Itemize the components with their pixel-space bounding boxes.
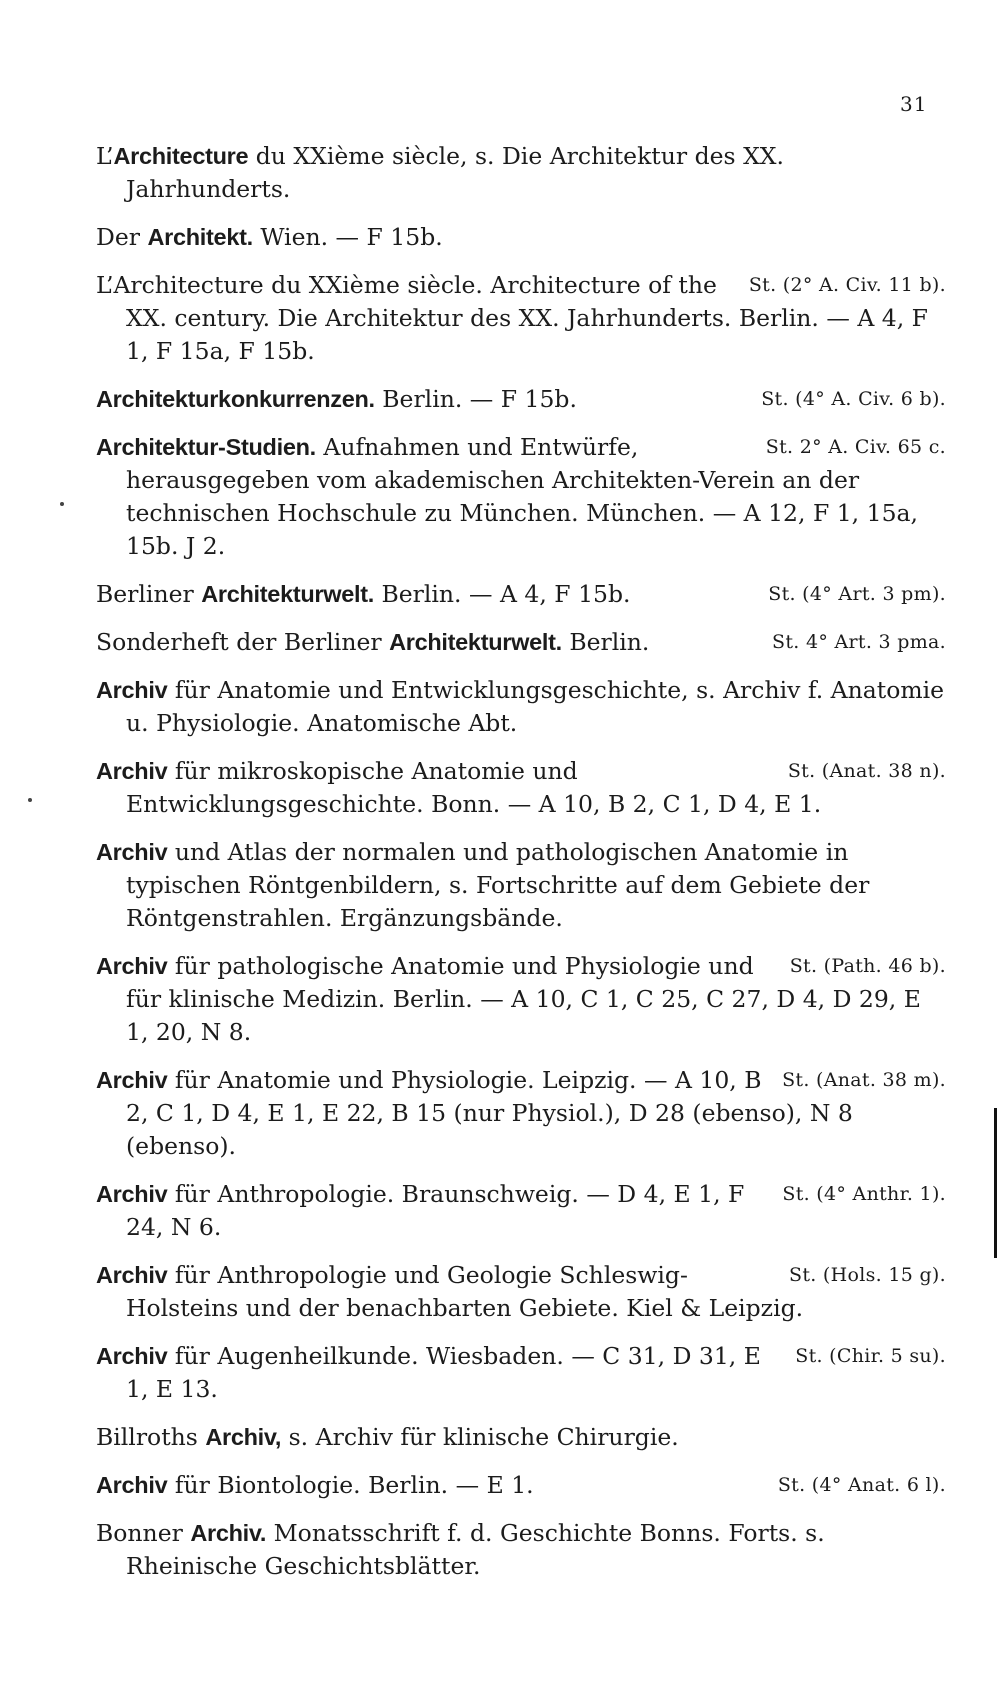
list-item (96, 1517, 946, 1583)
entry-text: Berlin. (561, 628, 650, 656)
entry-prefix: Sonderheft der Berliner (96, 628, 390, 656)
entry-text: für mikroskopische Anatomie und Entwicklungsgeschichte. Bonn. — A 10, B 2, C 1, D 4, E 1. (126, 757, 822, 818)
shelf-mark: St. (4° Art. 3 pm). (768, 583, 946, 605)
list-item (96, 755, 946, 821)
page-number: 31 (900, 92, 928, 116)
shelf-mark: St. (2° A. Civ. 11 b). (748, 274, 946, 296)
list-item (96, 383, 946, 416)
entry-keyword: Archiv (96, 1262, 168, 1288)
entry-text: für Biontologie. Berlin. — E 1. (167, 1471, 534, 1499)
list-item (96, 431, 946, 563)
shelf-mark: St. 4° Art. 3 pma. (772, 631, 946, 653)
entry-keyword: Architektur-Studien. (96, 434, 316, 460)
shelf-mark: St. (Path. 46 b). (789, 955, 946, 977)
shelf-mark: St. (Anat. 38 n). (787, 760, 946, 782)
list-item (96, 950, 946, 1049)
list-item (96, 674, 946, 740)
entry-text: L’Architecture du XXième siècle. Architecture of the XX. century. Die Architektur des XX. Jahrhunderts. Berlin. — A 4, F 1, F 15a, F 15b. (96, 271, 928, 365)
shelf-mark: St. (4° A. Civ. 6 b). (761, 388, 946, 410)
entry-keyword: Archiv (96, 1067, 168, 1093)
entry-text: s. Archiv für klinische Chirurgie. (281, 1423, 679, 1451)
entry-keyword: Archiv (96, 1472, 168, 1498)
list-item (96, 1064, 946, 1163)
shelf-mark: St. (4° Anat. 6 l). (777, 1474, 946, 1496)
entry-keyword: Architekt. (147, 224, 253, 250)
entry-keyword: Archiv (96, 1343, 168, 1369)
list-item (96, 1421, 946, 1454)
scan-speck (60, 502, 64, 506)
scan-speck (28, 798, 32, 802)
entry-prefix: Bonner (96, 1519, 191, 1547)
list-item (96, 1469, 946, 1502)
list-item (96, 1178, 946, 1244)
shelf-mark: St. (Anat. 38 m). (782, 1069, 946, 1091)
entry-text: für pathologische Anatomie und Physiologie und für klinische Medizin. Berlin. — A 10, C 1, C 25, C 27, D 4, D 29, E 1, 20, N 8. (126, 952, 921, 1046)
entry-text: und Atlas der normalen und pathologischen Anatomie in typischen Röntgenbildern, s. Fortschritte auf dem Gebiete der Röntgenstrahlen. Ergänzungsbände. (126, 838, 870, 932)
entry-text: Berlin. — F 15b. (374, 385, 577, 413)
entry-keyword: Architekturwelt. (201, 581, 374, 607)
entry-text: Aufnahmen und Entwürfe, herausgegeben vom akademischen Architekten-Verein an der technischen Hochschule zu München. München. — A 12, F 1, 15a, 15b. J 2. (126, 433, 919, 560)
entry-text: für Anatomie und Entwicklungsgeschichte, s. Archiv f. Anatomie u. Physiologie. Anatomische Abt. (126, 676, 945, 737)
entry-list (96, 140, 946, 1598)
entry-keyword: Archiv. (190, 1520, 267, 1546)
scan-margin-line (994, 1108, 997, 1258)
list-item (96, 1340, 946, 1406)
list-item (96, 140, 946, 206)
entry-text: für Anthropologie und Geologie Schleswig-Holsteins und der benachbarten Gebiete. Kiel & Leipzig. (126, 1261, 804, 1322)
entry-keyword: Archiv (96, 1181, 168, 1207)
entry-prefix: Berliner (96, 580, 202, 608)
entry-prefix: Der (96, 223, 148, 251)
entry-text: Berlin. — A 4, F 15b. (374, 580, 631, 608)
entry-keyword: Architekturwelt. (389, 629, 562, 655)
list-item (96, 578, 946, 611)
shelf-mark: St. (4° Anthr. 1). (782, 1183, 946, 1205)
shelf-mark: St. 2° A. Civ. 65 c. (765, 436, 946, 458)
entry-keyword: Architecture (113, 143, 249, 169)
entry-prefix: Billroths (96, 1423, 206, 1451)
list-item (96, 836, 946, 935)
shelf-mark: St. (Chir. 5 su). (795, 1345, 946, 1367)
entry-text: für Anatomie und Physiologie. Leipzig. — A 10, B 2, C 1, D 4, E 1, E 22, B 15 (nur Physiol.), D 28 (ebenso), N 8 (ebenso). (126, 1066, 853, 1160)
entry-text: für Augenheilkunde. Wiesbaden. — C 31, D 31, E 1, E 13. (126, 1342, 761, 1403)
entry-text: Wien. — F 15b. (252, 223, 443, 251)
entry-text: für Anthropologie. Braunschweig. — D 4, E 1, F 24, N 6. (126, 1180, 745, 1241)
entry-keyword: Archiv (96, 758, 168, 784)
entry-keyword: Archiv (96, 677, 168, 703)
entry-prefix: L’ (96, 142, 114, 170)
entry-keyword: Archiv (96, 953, 168, 979)
entry-keyword: Archiv (96, 839, 168, 865)
shelf-mark: St. (Hols. 15 g). (789, 1264, 946, 1286)
entry-text: Monatsschrift f. d. Geschichte Bonns. Forts. s. Rheinische Geschichtsblätter. (126, 1519, 825, 1580)
list-item (96, 626, 946, 659)
list-item (96, 1259, 946, 1325)
list-item (96, 221, 946, 254)
list-item (96, 269, 946, 368)
entry-keyword: Archiv, (205, 1424, 282, 1450)
entry-text: du XXième siècle, s. Die Architektur des XX. Jahrhunderts. (126, 142, 785, 203)
entry-keyword: Architekturkonkurrenzen. (96, 386, 375, 412)
